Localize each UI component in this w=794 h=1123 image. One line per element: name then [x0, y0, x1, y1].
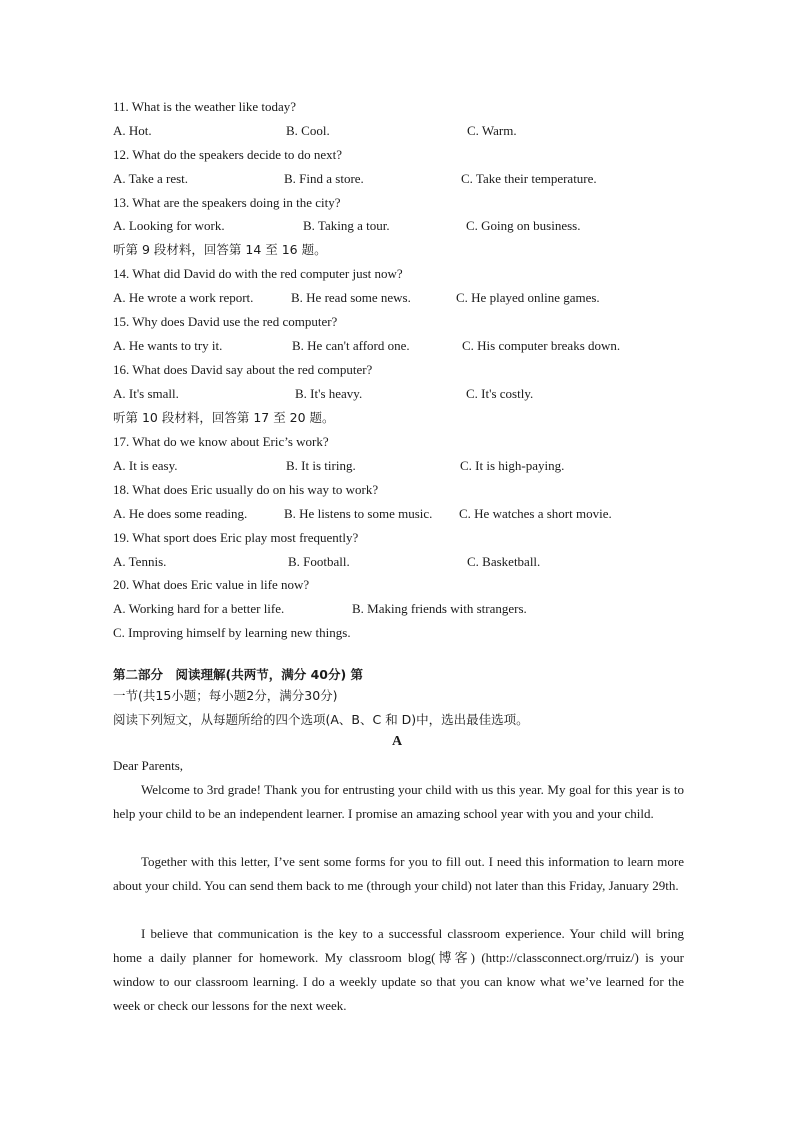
question-19: 19. What sport does Eric play most frequently?: [113, 530, 359, 545]
question-16: 16. What does David say about the red computer?: [113, 362, 373, 377]
question-20: 20. What does Eric value in life now?: [113, 577, 310, 592]
letter-paragraph-2: Together with this letter, I’ve sent some forms for you to fill out. I need this information to learn more about your child. You can send them back to me (through your child) not later than this Friday, January 29th.: [113, 854, 684, 893]
letter-paragraph-3: I believe that communication is the key to a successful classroom experience. Your child will bring home a daily planner for homework. My classroom blog(博客) (http://classconnect.org/rruiz/) is your window to our classroom learning. I do a weekly update so that you can know what we’ve learned for the week or check our lessons for the next week.: [113, 926, 684, 1013]
passage-label: A: [391, 734, 403, 749]
q20-option-c: C. Improving himself by learning new things.: [113, 625, 351, 640]
question-15: 15. Why does David use the red computer?: [113, 314, 338, 329]
q15-option-b: B. He can't afford one.: [292, 338, 410, 353]
q16-option-c: C. It's costly.: [466, 386, 534, 401]
q14-option-c: C. He played online games.: [456, 290, 600, 305]
q12-option-b: B. Find a store.: [284, 171, 364, 186]
question-12: 12. What do the speakers decide to do next?: [113, 147, 342, 162]
part2-directions: 阅读下列短文，从每题所给的四个选项(A、B、C 和 D)中，选出最佳选项。: [113, 712, 529, 727]
part2-heading: 第二部分 阅读理解(共两节，满分 40分) 第: [113, 667, 364, 682]
q14-option-b: B. He read some news.: [291, 290, 411, 305]
part2-subheading: 一节(共15小题；每小题2分，满分30分): [113, 688, 338, 703]
q19-option-c: C. Basketball.: [467, 554, 541, 569]
question-13: 13. What are the speakers doing in the city?: [113, 195, 341, 210]
q16-option-a: A. It's small.: [113, 386, 179, 401]
q18-option-b: B. He listens to some music.: [284, 506, 433, 521]
q11-option-c: C. Warm.: [467, 123, 517, 138]
letter-paragraph-1: Welcome to 3rd grade! Thank you for entrusting your child with us this year. My goal for this year is to help your child to be an independent learner. I promise an amazing school year with you and your child.: [113, 782, 684, 821]
q19-option-b: B. Football.: [288, 554, 350, 569]
q12-option-c: C. Take their temperature.: [461, 171, 597, 186]
q11-option-a: A. Hot.: [113, 123, 152, 138]
q11-option-b: B. Cool.: [286, 123, 330, 138]
letter-salutation: Dear Parents,: [113, 758, 184, 773]
q12-option-a: A. Take a rest.: [113, 171, 189, 186]
question-11: 11. What is the weather like today?: [113, 99, 297, 114]
q17-option-c: C. It is high-paying.: [460, 458, 565, 473]
q13-option-c: C. Going on business.: [466, 218, 581, 233]
q14-option-a: A. He wrote a work report.: [113, 290, 254, 305]
q15-option-c: C. His computer breaks down.: [462, 338, 621, 353]
q17-option-b: B. It is tiring.: [286, 458, 356, 473]
instruction-segment-10: 听第 10 段材料，回答第 17 至 20 题。: [113, 410, 335, 425]
q20-option-a: A. Working hard for a better life.: [113, 601, 285, 616]
q18-option-a: A. He does some reading.: [113, 506, 248, 521]
q17-option-a: A. It is easy.: [113, 458, 178, 473]
question-14: 14. What did David do with the red computer just now?: [113, 266, 403, 281]
q13-option-b: B. Taking a tour.: [303, 218, 390, 233]
q20-option-b: B. Making friends with strangers.: [352, 601, 527, 616]
instruction-segment-9: 听第 9 段材料，回答第 14 至 16 题。: [113, 242, 327, 257]
q19-option-a: A. Tennis.: [113, 554, 167, 569]
question-17: 17. What do we know about Eric’s work?: [113, 434, 329, 449]
q18-option-c: C. He watches a short movie.: [459, 506, 612, 521]
q16-option-b: B. It's heavy.: [295, 386, 363, 401]
question-18: 18. What does Eric usually do on his way to work?: [113, 482, 379, 497]
q15-option-a: A. He wants to try it.: [113, 338, 223, 353]
q13-option-a: A. Looking for work.: [113, 218, 225, 233]
